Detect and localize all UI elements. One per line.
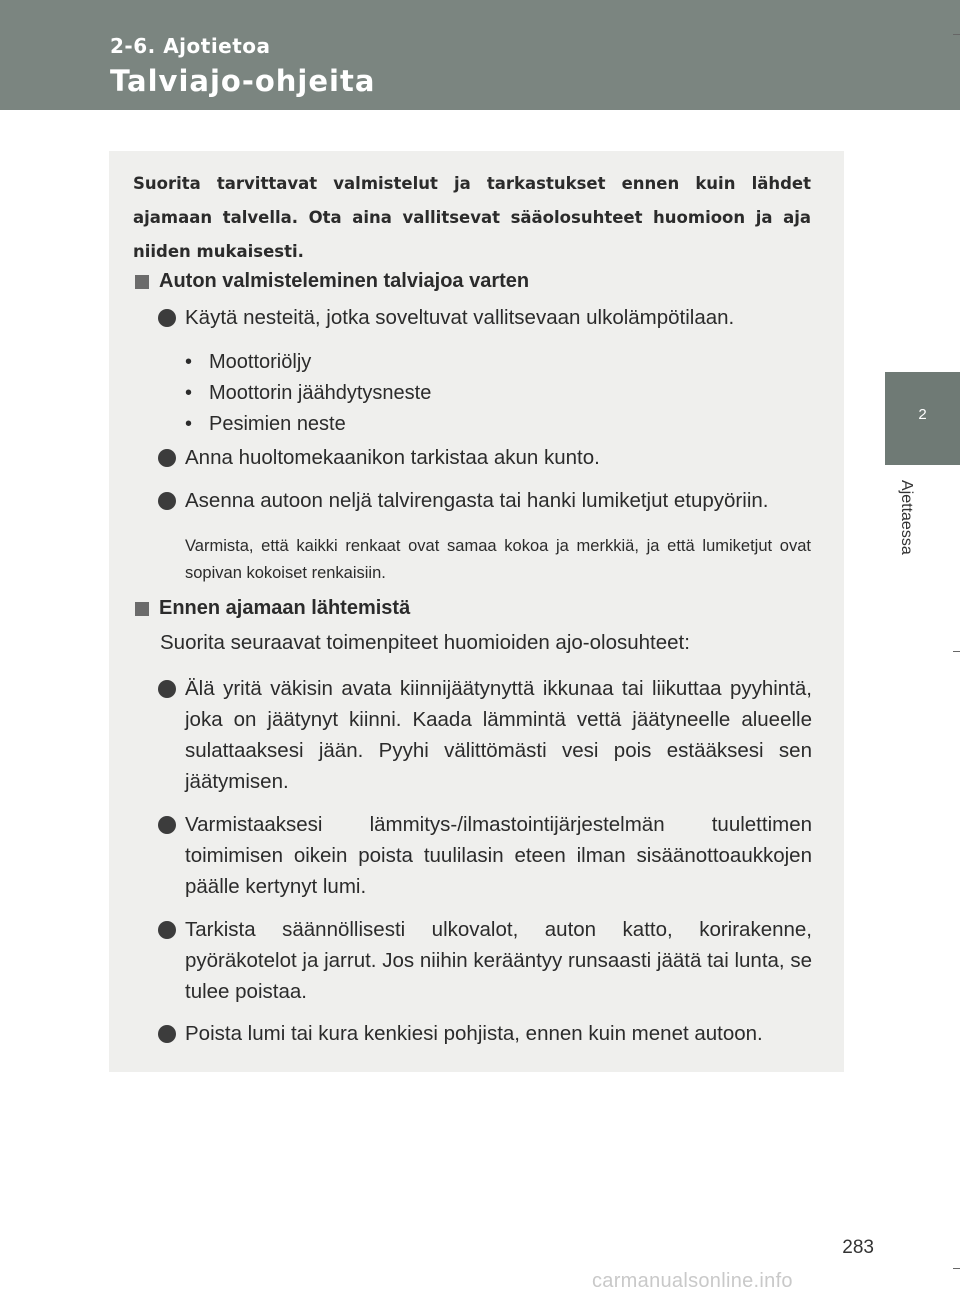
fluid-list	[185, 347, 431, 440]
edge-mark-top	[953, 34, 960, 35]
bullet-text: Älä yritä väkisin avata kiinnijäätynyttä ikkunaa tai liikuttaa pyyhintä, joka on jäätynyt kiinni. Kaada lämmintä vettä jäätyneelle alueelle sulattaaksesi jään. Pyyhi välittömästi vesi pois estääksesi sen jäätymisen.	[185, 677, 812, 793]
bullet-text: Anna huoltomekaanikon tarkistaa akun kunto.	[185, 446, 600, 469]
list-item: • Pesimien neste	[185, 409, 431, 440]
bullet-item	[158, 809, 812, 902]
chapter-tab-number: 2	[918, 406, 927, 423]
square-bullet-icon	[135, 275, 149, 289]
section-heading-text: Auton valmisteleminen talviajoa varten	[159, 270, 530, 292]
bullet-text: Varmistaaksesi lämmitys-/ilmastointijärjestelmän tuulettimen toimimisen oikein poista tuulilasin eteen ilman sisäänottoaukkojen päälle kertynyt lumi.	[185, 813, 812, 898]
intro-paragraph: Suorita tarvittavat valmistelut ja tarkastukset ennen kuin lähdet ajamaan talvella. Ota aina vallitsevat sääolosuhteet huomioon ja aja niiden mukaisesti.	[133, 174, 811, 261]
edge-mark-middle	[953, 651, 960, 652]
round-bullet-icon	[158, 309, 176, 327]
page-number: 283	[842, 1237, 874, 1258]
round-bullet-icon	[158, 921, 176, 939]
round-bullet-icon	[158, 680, 176, 698]
list-item: • Moottorin jäähdytysneste	[185, 378, 431, 409]
bullet-item	[158, 914, 812, 1007]
section-heading-before-driving	[135, 597, 410, 620]
section-intro-text: Suorita seuraavat toimenpiteet huomioiden ajo-olosuhteet:	[160, 631, 690, 654]
bullet-text: Tarkista säännöllisesti ulkovalot, auton katto, korirakenne, pyöräkotelot ja jarrut. Jos niihin kerääntyy runsaasti jäätä tai lunta, se tulee poistaa.	[185, 918, 812, 1003]
bullet-item	[158, 673, 812, 797]
section-label: 2-6. Ajotietoa	[110, 34, 271, 58]
chapter-tab-label: Ajettaessa	[898, 480, 915, 555]
watermark: carmanualsonline.info	[592, 1270, 793, 1292]
section-heading-preparation	[135, 270, 529, 293]
bullet-item	[158, 442, 812, 473]
bullet-text: Käytä nesteitä, jotka soveltuvat vallitsevaan ulkolämpötilaan.	[185, 306, 735, 329]
bullet-text: Poista lumi tai kura kenkiesi pohjista, ennen kuin menet autoon.	[185, 1022, 763, 1045]
bullet-item	[158, 1018, 812, 1049]
page-title: Talviajo-ohjeita	[110, 64, 376, 98]
bullet-item	[158, 485, 812, 516]
bullet-text: Asenna autoon neljä talvirengasta tai hanki lumiketjut etupyöriin.	[185, 489, 769, 512]
section-heading-text: Ennen ajamaan lähtemistä	[159, 597, 411, 619]
round-bullet-icon	[158, 1025, 176, 1043]
round-bullet-icon	[158, 449, 176, 467]
edge-mark-bottom	[953, 1268, 960, 1269]
round-bullet-icon	[158, 816, 176, 834]
bullet-item	[158, 302, 812, 333]
square-bullet-icon	[135, 602, 149, 616]
chapter-tab	[885, 372, 960, 465]
chapter-header	[0, 0, 960, 110]
round-bullet-icon	[158, 492, 176, 510]
list-item: • Moottoriöljy	[185, 347, 431, 378]
tire-note: Varmista, että kaikki renkaat ovat samaa kokoa ja merkkiä, ja että lumiketjut ovat sopivan kokoiset renkaisiin.	[185, 537, 811, 582]
